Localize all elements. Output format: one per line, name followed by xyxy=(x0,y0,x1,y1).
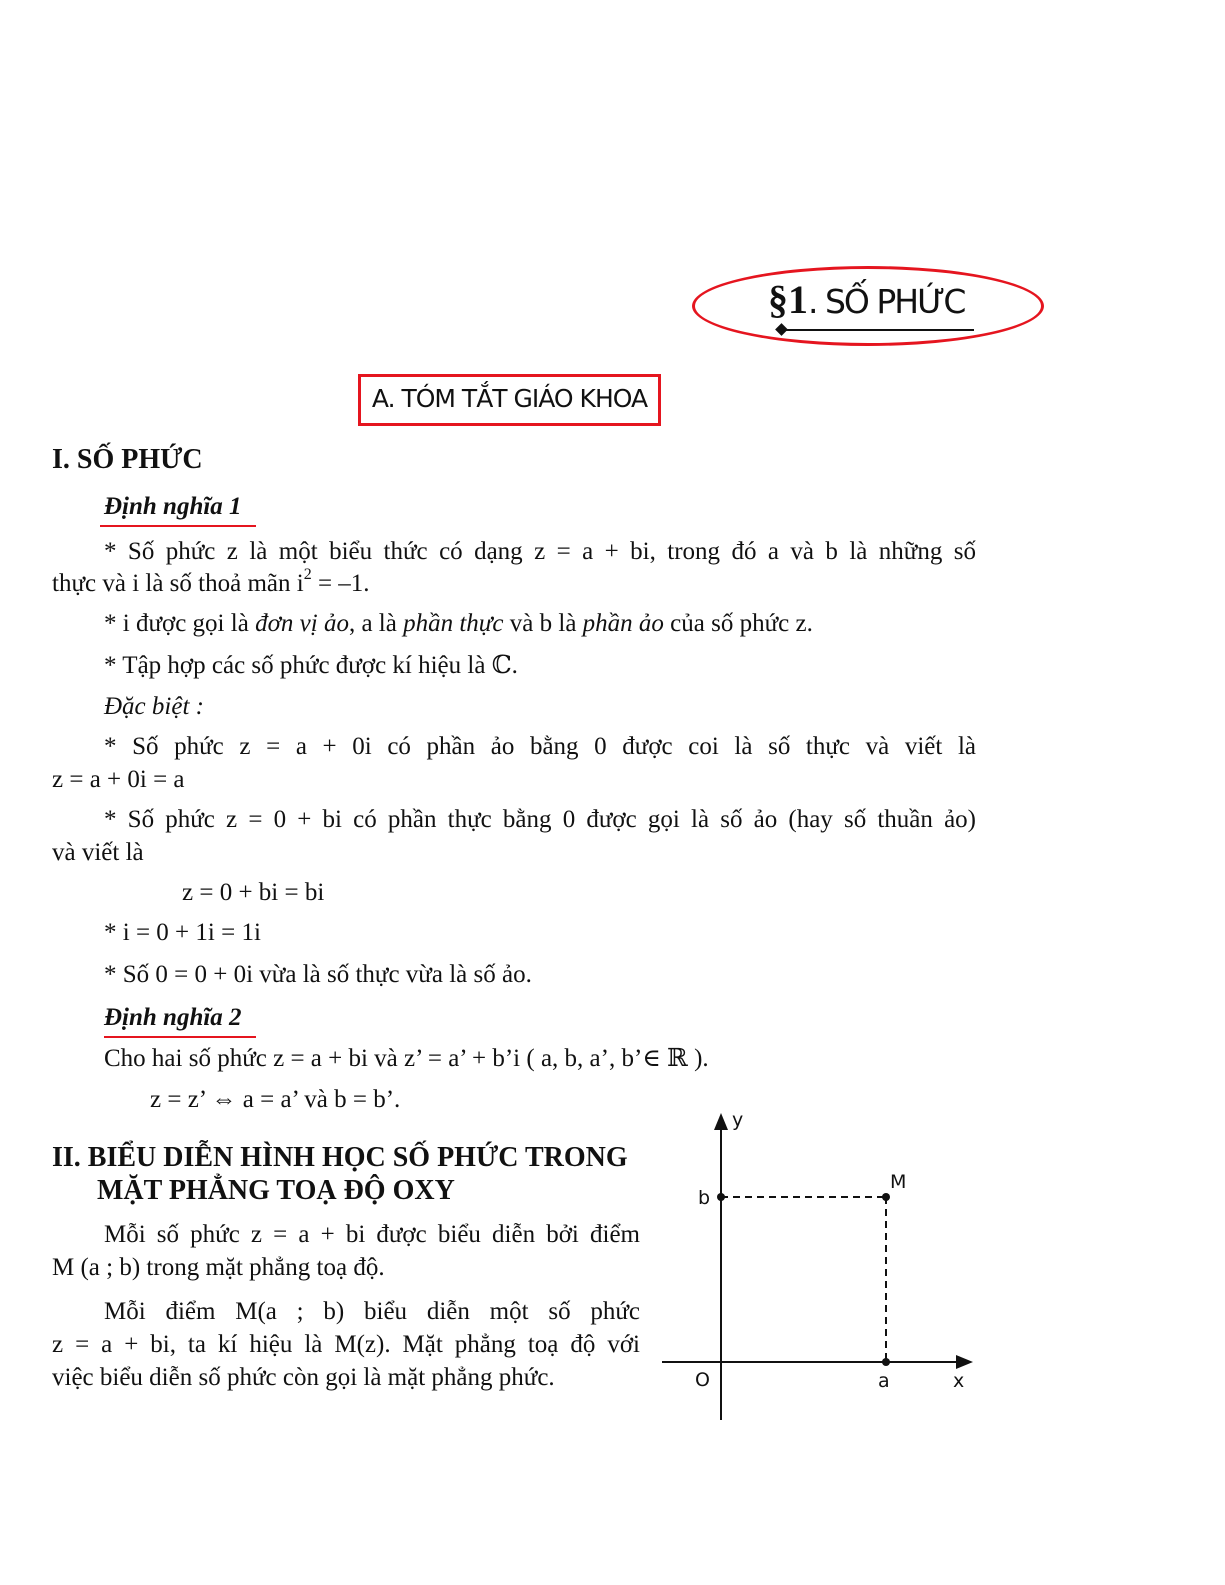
point-b xyxy=(717,1193,725,1201)
part2-paragraph1-line2: M (a ; b) trong mặt phẳng toạ độ. xyxy=(52,1254,385,1281)
point-a xyxy=(882,1358,890,1366)
section-title: . SỐ PHỨC xyxy=(808,282,965,321)
part2-paragraph2-line1: Mỗi điểm M(a ; b) biểu diễn một số phức xyxy=(104,1298,640,1325)
part2-paragraph1-line1: Mỗi số phức z = a + bi được biểu diễn bởi điểm xyxy=(104,1221,640,1248)
def1-paragraph1-line2: thực và i là số thoả mãn $i^2 = -1$. xyxy=(52,565,370,597)
part2-paragraph2-line3: việc biểu diễn số phức còn gọi là mặt phẳng phức. xyxy=(52,1364,555,1391)
origin-label: O xyxy=(695,1369,710,1391)
definition2-title: Định nghĩa 2 xyxy=(104,1004,242,1031)
part1-heading: I. SỐ PHỨC xyxy=(52,444,203,475)
definition2-underline xyxy=(104,1036,256,1038)
definition1-title: Định nghĩa 1 xyxy=(104,493,242,520)
special-paragraph1-line1: * Số phức z = a + 0i có phần ảo bằng 0 được coi là số thực và viết là xyxy=(104,733,976,760)
y-axis-arrow xyxy=(714,1113,728,1130)
y-axis-label: y xyxy=(732,1109,744,1131)
chapter-title xyxy=(768,278,964,324)
chapter-title-rule xyxy=(782,329,974,331)
special-paragraph1-line2: z = a + 0i = a xyxy=(52,766,185,793)
complex-plane-figure xyxy=(660,1100,990,1425)
summary-label: A. TÓM TẮT GIÁO KHOA xyxy=(371,384,648,413)
def1-paragraph1-line1: * Số phức z là một biểu thức có dạng z = a + bi, trong đó a và b là những số xyxy=(104,538,976,565)
point-M-label: M xyxy=(890,1171,907,1193)
a-label: a xyxy=(878,1370,890,1392)
section-symbol: §1 xyxy=(768,277,808,322)
b-label: b xyxy=(698,1187,711,1209)
special-label: Đặc biệt : xyxy=(104,693,204,720)
def2-formula: z = z’ ⇔ a = a’ và b = b’. xyxy=(150,1086,401,1113)
def1-paragraph3: * Tập hợp các số phức được kí hiệu là ℂ. xyxy=(104,652,518,679)
part2-heading-line1: II. BIỂU DIỄN HÌNH HỌC SỐ PHỨC TRONG xyxy=(52,1142,628,1173)
def2-paragraph: Cho hai số phức z = a + bi và z’ = a’ + b’i ( a, b, a’, b’∈ ℝ ). xyxy=(104,1045,709,1072)
special-paragraph3: * i = 0 + 1i = 1i xyxy=(104,919,261,946)
x-axis-label: x xyxy=(953,1370,965,1392)
part2-paragraph2-line2: z = a + bi, ta kí hiệu là M(z). Mặt phẳng toạ độ với xyxy=(52,1331,640,1358)
def1-paragraph2: * i được gọi là đơn vị ảo, a là phần thực và b là phần ảo của số phức z. xyxy=(104,610,813,637)
point-M xyxy=(882,1193,890,1201)
special-paragraph4: * Số 0 = 0 + 0i vừa là số thực vừa là số ảo. xyxy=(104,961,532,988)
special-paragraph2-line2: và viết là xyxy=(52,839,144,866)
x-axis-arrow xyxy=(956,1355,973,1369)
definition1-underline xyxy=(100,525,256,527)
special-paragraph2-line1: * Số phức z = 0 + bi có phần thực bằng 0 được gọi là số ảo (hay số thuần ảo) xyxy=(104,806,976,833)
special-formula: z = 0 + bi = bi xyxy=(182,879,325,906)
part2-heading-line2: MẶT PHẲNG TOẠ ĐỘ OXY xyxy=(97,1175,455,1206)
